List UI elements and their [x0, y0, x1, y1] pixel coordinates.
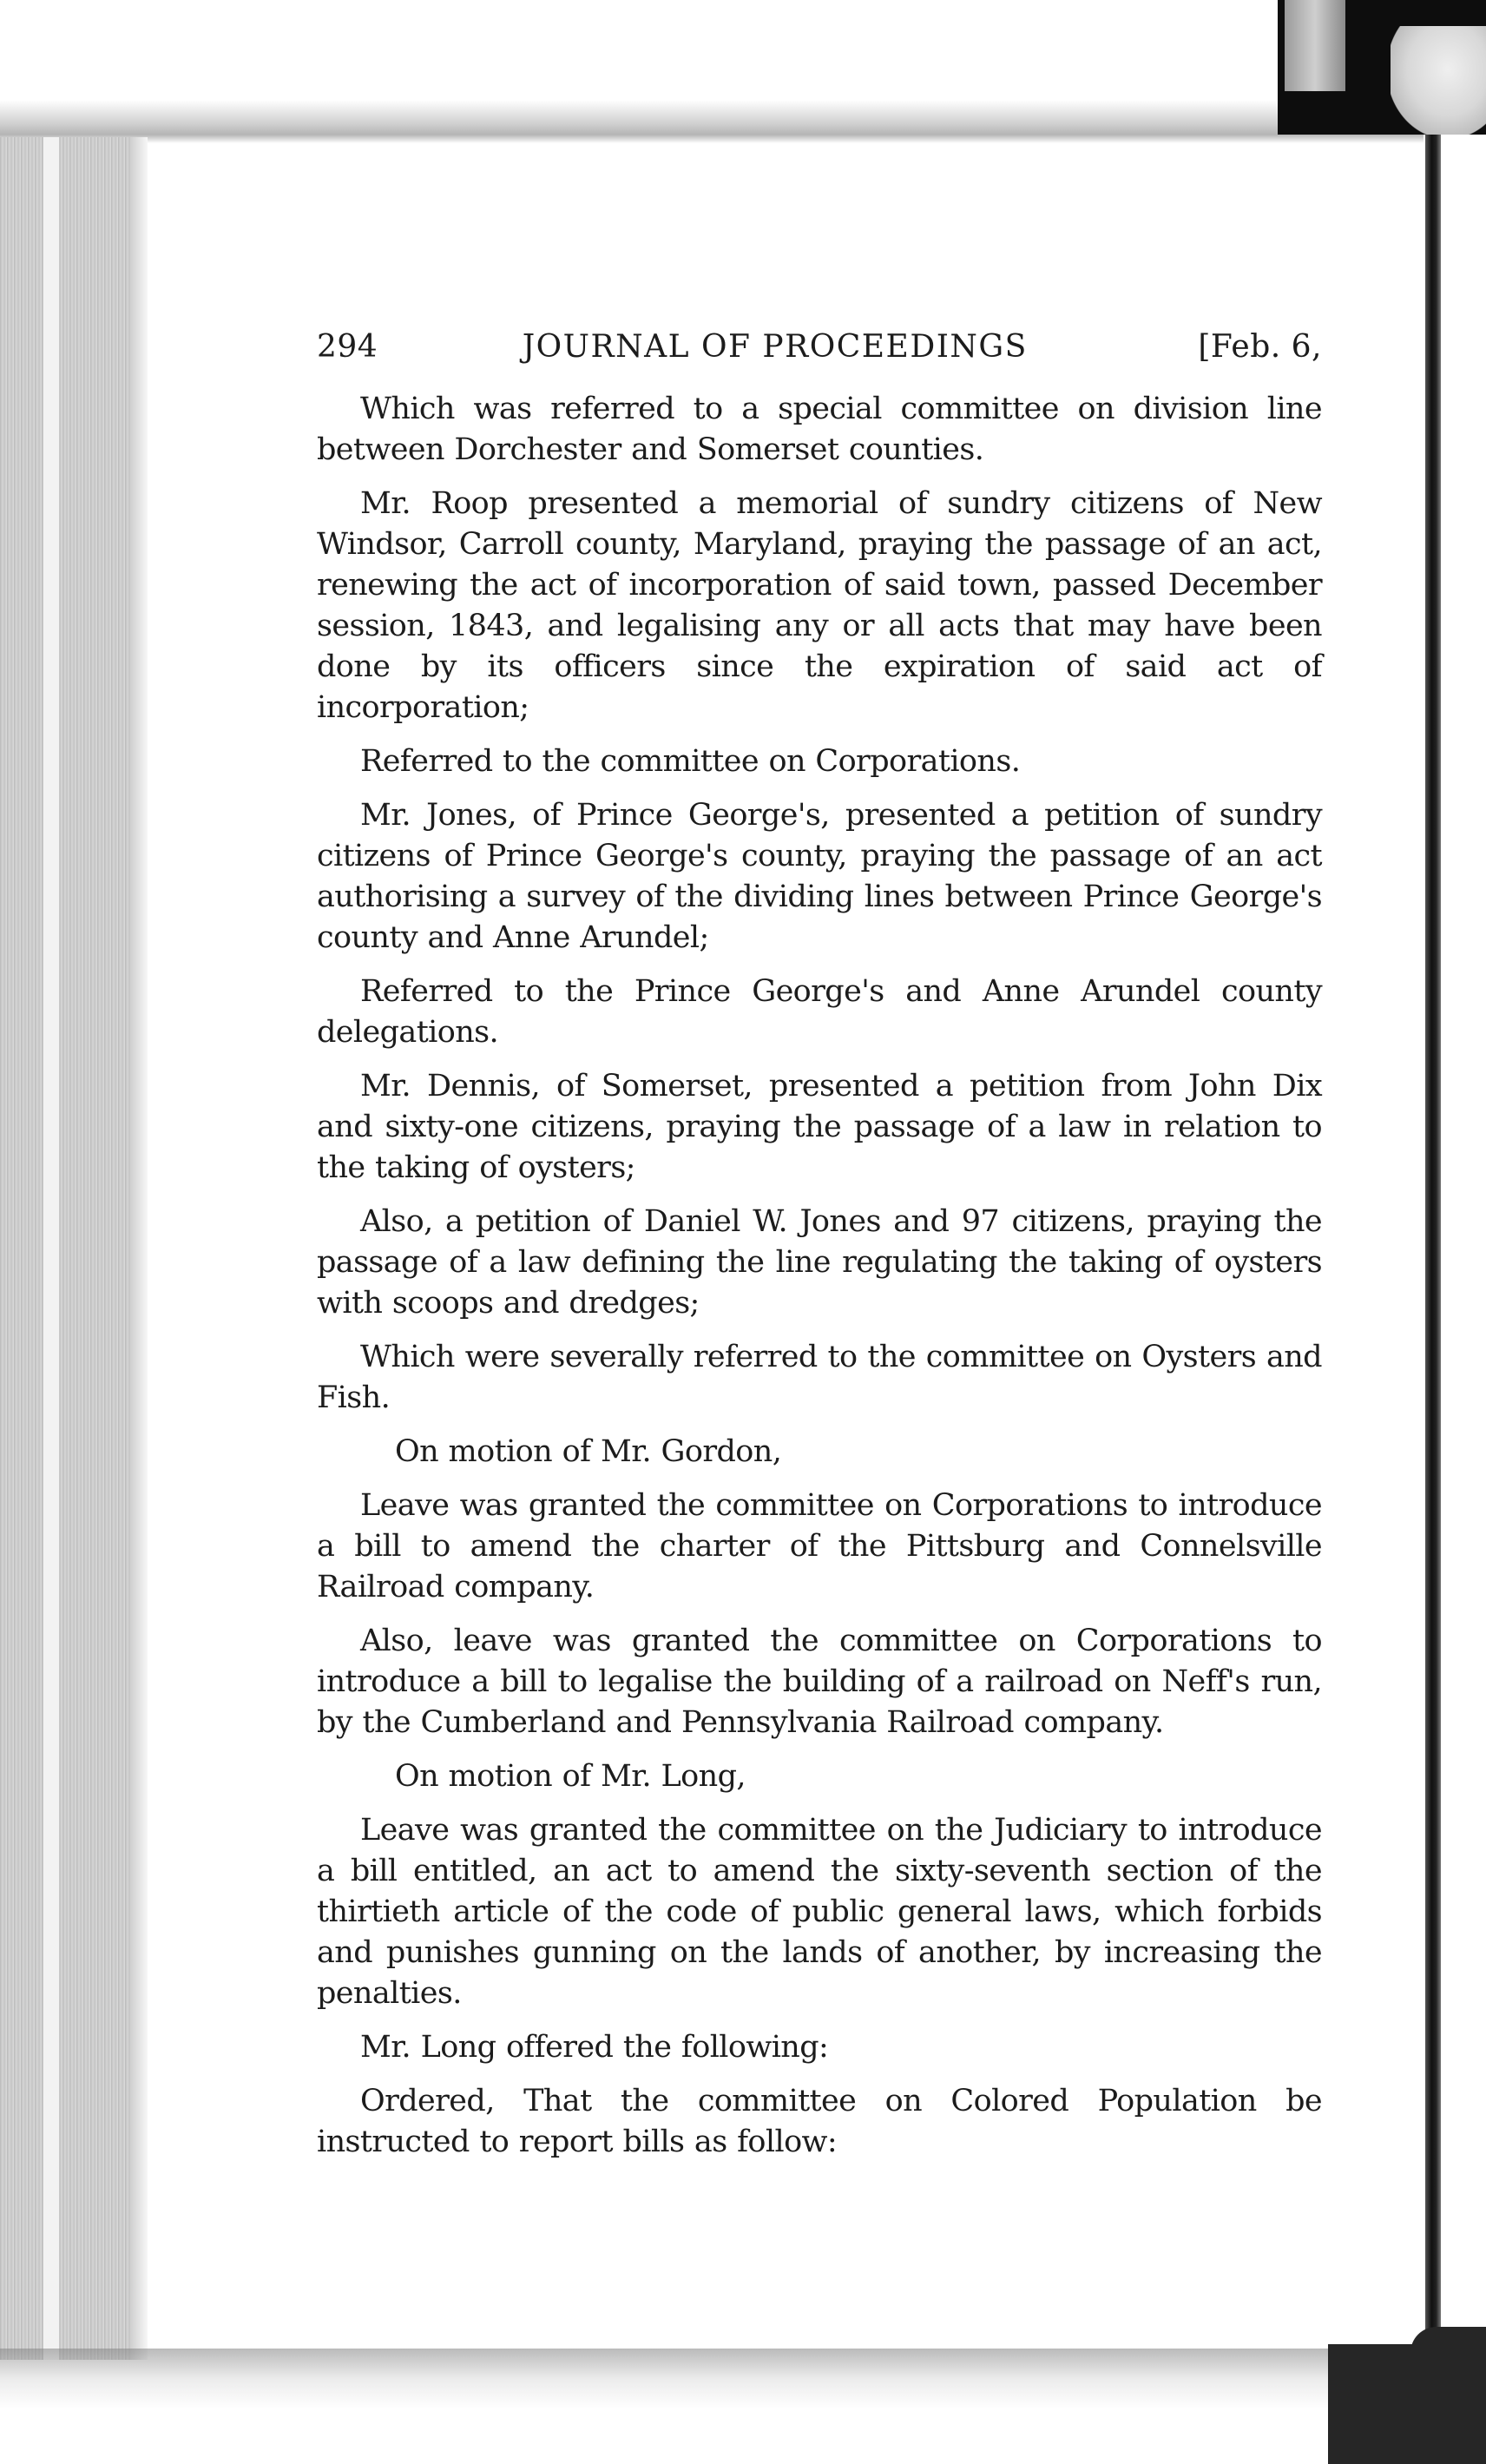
paragraph-referral-oysters: Which were severally referred to the committee on Oysters and Fish. — [317, 1340, 1322, 1415]
book-page — [317, 328, 1322, 2176]
journal-title: JOURNAL OF PROCEEDINGS — [522, 329, 1028, 365]
paragraph-daniel-jones-petition: Also, a petition of Daniel W. Jones and 97 citizens, praying the passage of a law defining the line regulating the taking of oysters with scoops and dredges; — [317, 1204, 1322, 1321]
paragraph-referral-division-line: Which was referred to a special committee on division line between Dorchester and Somerset counties. — [317, 392, 1322, 467]
paragraph-leave-judiciary: Leave was granted the committee on the Judiciary to introduce a bill entitled, an act to amend the sixty-seventh section of the thirtieth article of the code of public general laws, which forbids and punishes gunning on the lands of another, by increasing the penalties. — [317, 1813, 1322, 2011]
cover-corner — [1410, 2327, 1486, 2353]
paragraph-roop-memorial: Mr. Roop presented a memorial of sundry citizens of New Windsor, Carroll county, Maryland, praying the passage of an act, renewing the act of incorporation of said town, passed December session, 1843, and legalising any or all acts that may have been done by its officers since the expiration of said act of incorporation; — [317, 486, 1322, 725]
adjacent-page-strip — [1285, 0, 1345, 91]
paragraph-motion-long: On motion of Mr. Long, — [395, 1759, 746, 1794]
paragraph-long-offered: Mr. Long offered the following: — [360, 2030, 829, 2065]
page-top-shadow — [0, 100, 1424, 143]
paragraph-leave-neffs-run: Also, leave was granted the committee on Corporations to introduce a bill to legalise the building of a railroad on Neff's run, by the Cumberland and Pennsylvania Railroad company. — [317, 1624, 1322, 1740]
paragraph-leave-pittsburg: Leave was granted the committee on Corporations to introduce a bill to amend the charter of the Pittsburg and Connelsville Railroad company. — [317, 1488, 1322, 1604]
paragraph-ordered-colored-population: Ordered, That the committee on Colored Population be instructed to report bills as follow: — [317, 2084, 1322, 2159]
stacked-page-edges — [0, 137, 148, 2360]
page-edge-gap — [43, 137, 59, 2360]
paragraph-referral-delegations: Referred to the Prince George's and Anne Arundel county delegations. — [317, 974, 1322, 1050]
scan-bottom-background — [1328, 2344, 1486, 2464]
scan-corner-background — [1278, 0, 1486, 135]
page-number: 294 — [317, 329, 378, 365]
book-binding-edge — [1425, 130, 1441, 2336]
running-head — [317, 328, 1322, 366]
paragraph-jones-petition: Mr. Jones, of Prince George's, presented a petition of sundry citizens of Prince George's county, praying the passage of an act authorising a survey of the dividing lines between Prince George's county and Anne Arundel; — [317, 798, 1322, 955]
paragraph-dennis-petition: Mr. Dennis, of Somerset, presented a petition from John Dix and sixty-one citizens, praying the passage of a law in relation to the taking of oysters; — [317, 1069, 1322, 1185]
page-bottom-shadow — [0, 2349, 1354, 2409]
paragraph-referral-corporations: Referred to the committee on Corporations. — [360, 744, 1021, 779]
paper-curl-corner — [1391, 26, 1486, 135]
page-date: [Feb. 6, — [1198, 329, 1322, 365]
paragraph-motion-gordon: On motion of Mr. Gordon, — [395, 1434, 782, 1469]
page-edge-inner — [130, 137, 148, 2360]
